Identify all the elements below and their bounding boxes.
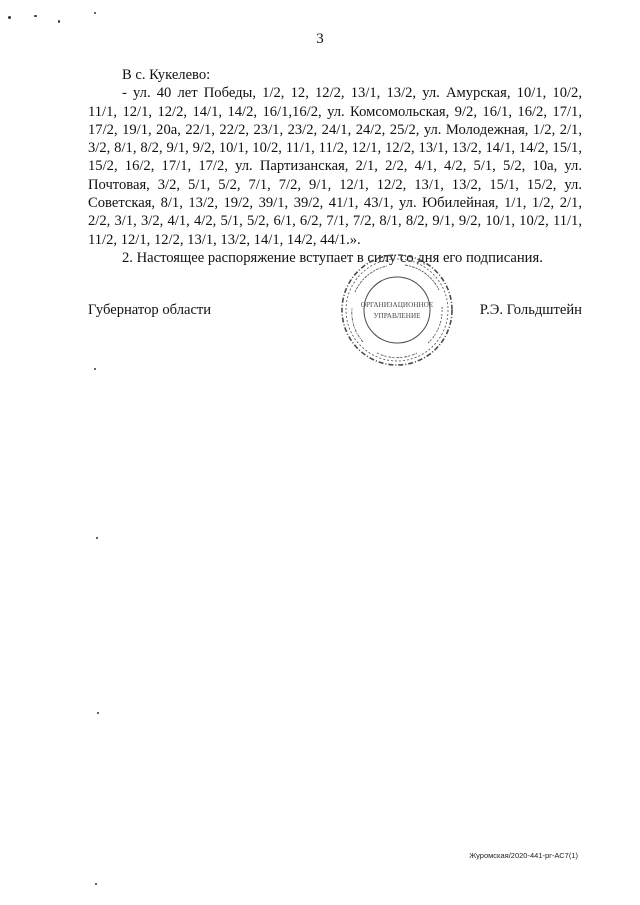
signatory-name: Р.Э. Гольдштейн — [479, 302, 582, 318]
scan-speck — [95, 883, 97, 885]
scan-speck — [94, 368, 96, 370]
seal-drawing — [339, 252, 455, 368]
document-body — [88, 66, 582, 267]
seal-inner-text-line2: УПРАВЛЕНИЕ — [373, 312, 421, 320]
scan-speck — [96, 537, 98, 539]
seal-inner-text-line1: ОРГАНИЗАЦИОННОЕ — [360, 301, 434, 309]
scan-speck — [97, 712, 99, 714]
document-reference-code: Журомская/2020-441-рг-АС7(1) — [469, 851, 578, 860]
signatory-title: Губернатор области — [88, 302, 212, 318]
official-seal-stamp — [339, 252, 455, 368]
page-number: 3 — [316, 31, 324, 47]
scan-speck — [94, 12, 96, 14]
settlement-heading: В с. Кукелево: — [122, 67, 211, 83]
scan-speck — [34, 15, 37, 17]
scan-speck — [8, 16, 11, 19]
address-list-paragraph: - ул. 40 лет Победы, 1/2, 12, 12/2, 13/1, 13/2, ул. Амурская, 10/1, 10/2, 11/1, 12/1, 12/2, 14/1, 14/2, 16/1,16/2, ул. Комсомольская, 9/2, 16/1, 16/2, 17/1, 17/2, 19/1, 20а, 22/1, 22/2, 23/1, 23/2, 24/1, 24/2, 25/2, ул. Молодежная, 1/2, 2/1, 3/2, 8/1, 8/2, 9/1, 9/2, 10/1, 10/2, 11/1, 11/2, 12/1, 12/2, 13/1, 13/2, 14/1, 14/2, 15/1, 15/2, 16/2, 17/1, 17/2, ул. Партизанская, 2/1, 2/2, 4/1, 4/2, 5/1, 5/2, 10а, ул. Почтовая, 3/2, 5/1, 5/2, 7/1, 7/2, 9/1, 12/1, 12/2, 13/1, 13/2, 15/1, 15/2, ул. Советская, 8/1, 13/2, 19/2, 39/1, 39/2, 41/1, 43/1, ул. Юбилейная, 1/1, 1/2, 2/1, 2/2, 3/1, 3/2, 4/1, 4/2, 5/1, 5/2, 6/1, 6/2, 7/1, 7/2, 8/1, 8/2, 9/1, 9/2, 10/1, 10/2, 11/1, 11/2, 12/1, 12/2, 13/1, 13/2, 14/1, 14/2, 44/1.». — [88, 85, 582, 248]
effective-date-paragraph: 2. Настоящее распоряжение вступает в силу со дня его подписания. — [122, 249, 543, 266]
scan-speck — [58, 20, 60, 23]
